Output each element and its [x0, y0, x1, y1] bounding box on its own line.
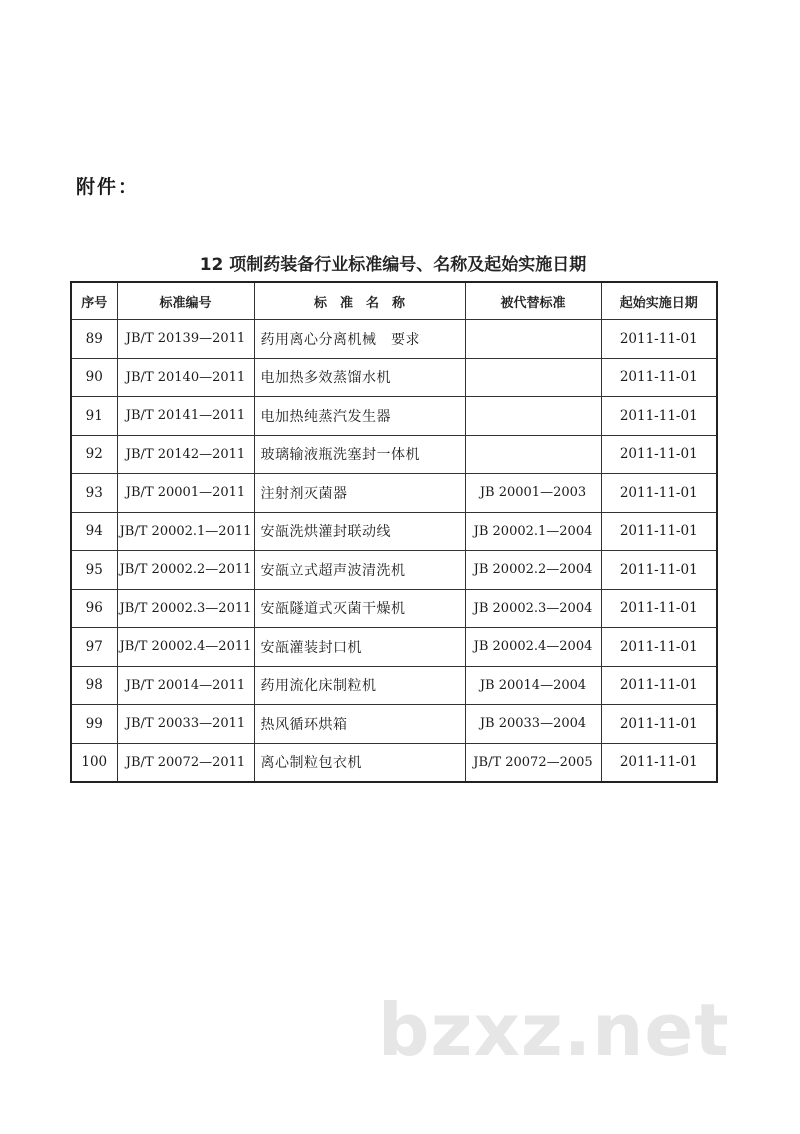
row-no: 91 — [71, 397, 117, 436]
row-replaced: JB 20002.3—2004 — [465, 589, 601, 628]
row-code: JB/T 20033—2011 — [117, 705, 254, 744]
row-code: JB/T 20072—2011 — [117, 743, 254, 782]
row-no: 92 — [71, 435, 117, 474]
header-code: 标准编号 — [117, 282, 254, 320]
row-no: 98 — [71, 666, 117, 705]
row-date: 2011-11-01 — [601, 705, 717, 744]
table-row — [71, 705, 717, 744]
standards-table — [70, 281, 718, 783]
row-code: JB/T 20014—2011 — [117, 666, 254, 705]
row-date: 2011-11-01 — [601, 512, 717, 551]
row-code: JB/T 20001—2011 — [117, 474, 254, 513]
row-replaced: JB/T 20072—2005 — [465, 743, 601, 782]
header-name: 标 准 名 称 — [254, 282, 465, 320]
row-replaced — [465, 320, 601, 359]
row-replaced: JB 20002.2—2004 — [465, 551, 601, 590]
row-replaced — [465, 358, 601, 397]
row-code: JB/T 20002.4—2011 — [117, 628, 254, 667]
row-name: 安瓿立式超声波清洗机 — [254, 551, 465, 590]
row-name: 玻璃输液瓶洗塞封一体机 — [254, 435, 465, 474]
header-date: 起始实施日期 — [601, 282, 717, 320]
row-no: 94 — [71, 512, 117, 551]
row-date: 2011-11-01 — [601, 397, 717, 436]
row-replaced — [465, 435, 601, 474]
row-no: 93 — [71, 474, 117, 513]
row-replaced: JB 20001—2003 — [465, 474, 601, 513]
row-name: 电加热纯蒸汽发生器 — [254, 397, 465, 436]
row-no: 97 — [71, 628, 117, 667]
table-title: 12 项制药装备行业标准编号、名称及起始实施日期 — [199, 255, 587, 275]
row-date: 2011-11-01 — [601, 474, 717, 513]
table-row — [71, 474, 717, 513]
row-no: 100 — [71, 743, 117, 782]
table-row — [71, 743, 717, 782]
row-name: 热风循环烘箱 — [254, 705, 465, 744]
table-row — [71, 512, 717, 551]
table-row — [71, 551, 717, 590]
row-no: 90 — [71, 358, 117, 397]
table-row — [71, 666, 717, 705]
row-no: 89 — [71, 320, 117, 359]
row-date: 2011-11-01 — [601, 551, 717, 590]
row-name: 药用离心分离机械 要求 — [254, 320, 465, 359]
row-replaced: JB 20002.4—2004 — [465, 628, 601, 667]
row-code: JB/T 20002.2—2011 — [117, 551, 254, 590]
table-row — [71, 358, 717, 397]
table-row — [71, 397, 717, 436]
row-name: 安瓿隧道式灭菌干燥机 — [254, 589, 465, 628]
row-date: 2011-11-01 — [601, 589, 717, 628]
row-code: JB/T 20141—2011 — [117, 397, 254, 436]
table-row — [71, 589, 717, 628]
row-name: 安瓿洗烘灌封联动线 — [254, 512, 465, 551]
row-replaced: JB 20014—2004 — [465, 666, 601, 705]
table-header-row — [71, 282, 717, 320]
table-row — [71, 628, 717, 667]
row-replaced: JB 20033—2004 — [465, 705, 601, 744]
row-code: JB/T 20002.1—2011 — [117, 512, 254, 551]
row-name: 电加热多效蒸馏水机 — [254, 358, 465, 397]
table-row — [71, 435, 717, 474]
row-date: 2011-11-01 — [601, 666, 717, 705]
row-name: 安瓿灌装封口机 — [254, 628, 465, 667]
row-date: 2011-11-01 — [601, 358, 717, 397]
row-no: 95 — [71, 551, 117, 590]
row-name: 离心制粒包衣机 — [254, 743, 465, 782]
row-date: 2011-11-01 — [601, 628, 717, 667]
row-code: JB/T 20002.3—2011 — [117, 589, 254, 628]
table-row — [71, 320, 717, 359]
row-name: 药用流化床制粒机 — [254, 666, 465, 705]
row-date: 2011-11-01 — [601, 320, 717, 359]
row-no: 96 — [71, 589, 117, 628]
row-code: JB/T 20140—2011 — [117, 358, 254, 397]
row-code: JB/T 20142—2011 — [117, 435, 254, 474]
row-replaced — [465, 397, 601, 436]
attachment-label: 附件： — [76, 176, 140, 198]
row-date: 2011-11-01 — [601, 435, 717, 474]
watermark: bzxz.net — [378, 988, 730, 1072]
row-name: 注射剂灭菌器 — [254, 474, 465, 513]
row-code: JB/T 20139—2011 — [117, 320, 254, 359]
header-replaced: 被代替标准 — [465, 282, 601, 320]
row-date: 2011-11-01 — [601, 743, 717, 782]
row-no: 99 — [71, 705, 117, 744]
header-no: 序号 — [71, 282, 117, 320]
row-replaced: JB 20002.1—2004 — [465, 512, 601, 551]
